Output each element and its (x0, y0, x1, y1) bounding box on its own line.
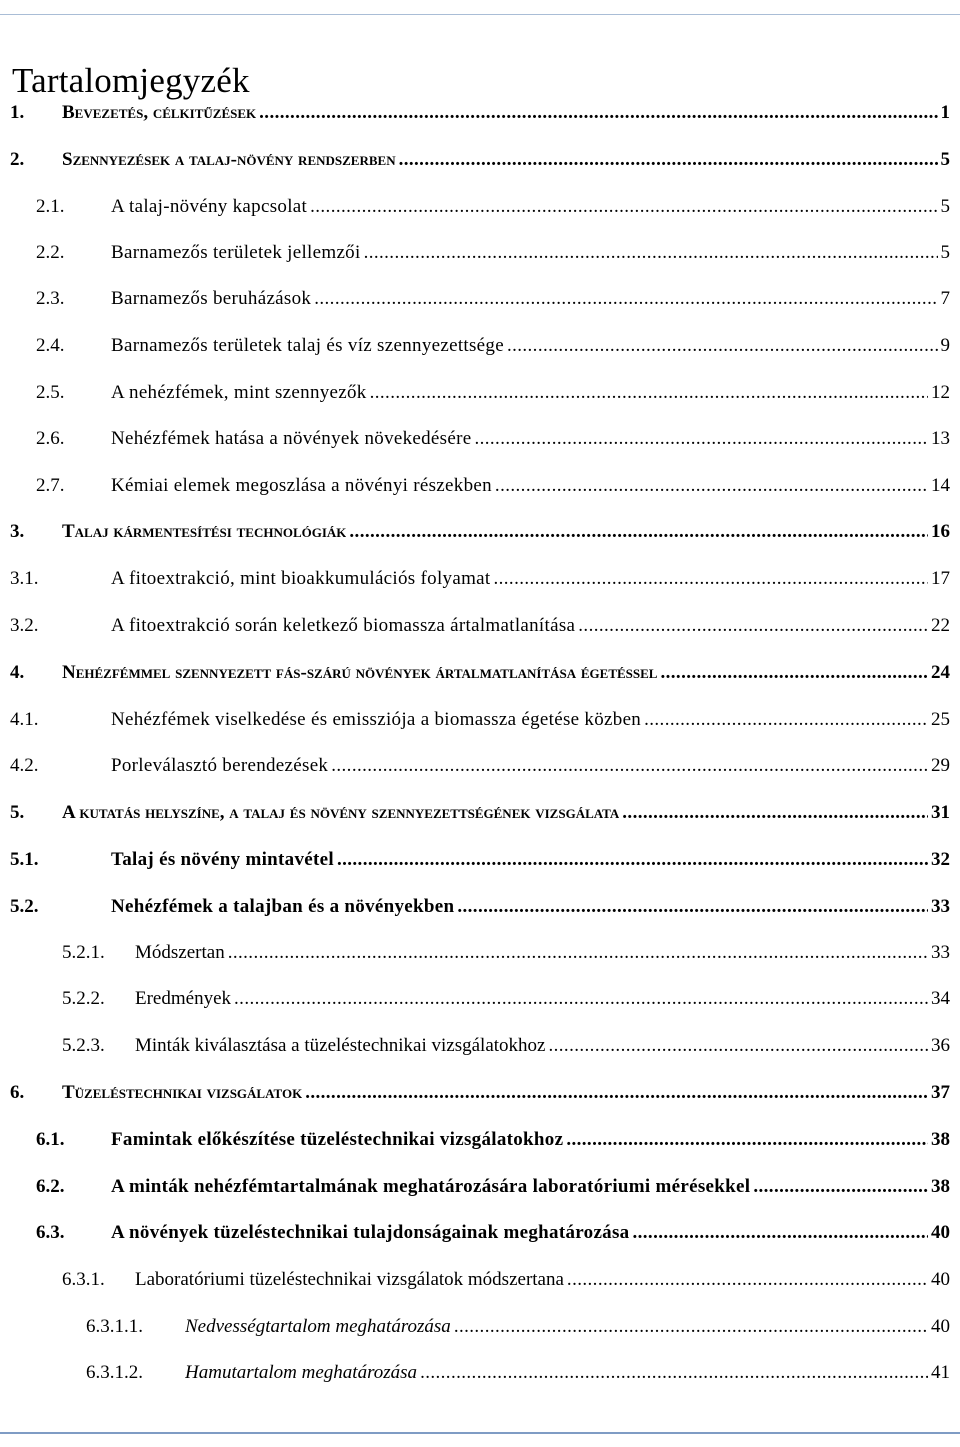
dot-leader (364, 239, 938, 267)
toc-entry[interactable] (10, 706, 950, 734)
dot-leader (457, 893, 928, 921)
toc-page: 38 (931, 1129, 950, 1150)
toc-number: 6.3.1.1. (86, 1316, 143, 1337)
toc-entry[interactable] (10, 846, 950, 874)
toc-number: 5.1. (10, 849, 39, 870)
toc-entry[interactable] (10, 659, 950, 687)
toc-title: A kutatás helyszíne, a talaj és növény szennyezettségének vizsgálata (62, 802, 620, 823)
toc-entry[interactable] (36, 1126, 950, 1154)
toc-page: 24 (931, 662, 950, 683)
dot-leader (305, 1079, 928, 1107)
bottom-rule (0, 1432, 960, 1434)
dot-leader (399, 146, 938, 174)
toc-title: Talaj és növény mintavétel (111, 849, 334, 870)
toc-number: 5.2.1. (62, 942, 105, 963)
toc-title: Nehézfémek a talajban és a növényekben (111, 896, 455, 917)
toc-page: 1 (940, 102, 950, 123)
toc-number: 1. (10, 102, 25, 123)
dot-leader (474, 425, 928, 453)
dot-leader (548, 1032, 928, 1060)
dot-leader (370, 379, 928, 407)
toc-title: Nehézfémek viselkedése és emissziója a biomassza égetése közben (111, 709, 642, 730)
toc-page: 12 (931, 382, 950, 403)
dot-leader (331, 752, 928, 780)
toc-number: 2.2. (36, 242, 65, 263)
toc-number: 3.2. (10, 615, 39, 636)
toc-entry[interactable] (10, 799, 950, 827)
toc-number: 6.2. (36, 1176, 65, 1197)
toc-entry[interactable] (62, 985, 950, 1013)
toc-number: 4.1. (10, 709, 39, 730)
toc-entry[interactable] (62, 1032, 950, 1060)
toc-entry[interactable] (36, 425, 950, 453)
toc-title: Kémiai elemek megoszlása a növényi részekben (111, 475, 492, 496)
toc-title: A minták nehézfémtartalmának meghatározására laboratóriumi mérésekkel (111, 1176, 751, 1197)
toc-number: 6. (10, 1082, 25, 1103)
toc-entry[interactable] (10, 99, 950, 127)
toc-page: 5 (940, 242, 950, 263)
dot-leader (495, 472, 928, 500)
toc-entry[interactable] (36, 1219, 950, 1247)
dot-leader (493, 565, 928, 593)
toc-number: 3.1. (10, 568, 39, 589)
toc-page: 41 (931, 1362, 950, 1383)
toc-page: 33 (931, 896, 950, 917)
toc-number: 2.3. (36, 288, 65, 309)
dot-leader (234, 985, 928, 1013)
toc-page: 9 (940, 335, 950, 356)
toc-number: 2.6. (36, 428, 65, 449)
toc-page: 22 (931, 615, 950, 636)
page-title: Tartalomjegyzék (12, 61, 250, 101)
toc-title: Nedvességtartalom meghatározása (185, 1316, 451, 1337)
toc-number: 4.2. (10, 755, 39, 776)
toc-title: Talaj kármentesítési technológiák (62, 521, 347, 542)
toc-title: Szennyezések a talaj-növény rendszerben (62, 149, 396, 170)
dot-leader (349, 518, 928, 546)
toc-number: 4. (10, 662, 25, 683)
toc-page: 13 (931, 428, 950, 449)
toc-page: 25 (931, 709, 950, 730)
dot-leader (567, 1266, 928, 1294)
toc-page: 40 (931, 1269, 950, 1290)
toc-title: A fitoextrakció során keletkező biomassza ártalmatlanítása (111, 615, 576, 636)
toc-entry[interactable] (10, 565, 950, 593)
toc-number: 5.2.2. (62, 988, 105, 1009)
toc-title: A növények tüzeléstechnikai tulajdonságainak meghatározása (111, 1222, 630, 1243)
dot-leader (632, 1219, 928, 1247)
toc-page: 5 (940, 196, 950, 217)
toc-title: Barnamezős területek talaj és víz szennyezettsége (111, 335, 504, 356)
toc-title: Módszertan (135, 942, 225, 963)
toc-title: A fitoextrakció, mint bioakkumulációs folyamat (111, 568, 491, 589)
toc-entry[interactable] (62, 939, 950, 967)
toc-entry[interactable] (10, 146, 950, 174)
toc-title: Hamutartalom meghatározása (185, 1362, 418, 1383)
toc-number: 5.2. (10, 896, 39, 917)
toc-page: 33 (931, 942, 950, 963)
toc-page: 32 (931, 849, 950, 870)
toc-number: 2.4. (36, 335, 65, 356)
toc-page: 7 (940, 288, 950, 309)
dot-leader (314, 285, 937, 313)
toc-entry[interactable] (62, 1266, 950, 1294)
dot-leader (644, 706, 928, 734)
dot-leader (454, 1313, 928, 1341)
toc-entry[interactable] (86, 1313, 950, 1341)
dot-leader (259, 99, 937, 127)
toc-title: Porleválasztó berendezések (111, 755, 329, 776)
toc-title: Famintak előkészítése tüzeléstechnikai vizsgálatokhoz (111, 1129, 564, 1150)
toc-number: 6.3.1. (62, 1269, 105, 1290)
toc-page: 5 (940, 149, 950, 170)
toc-number: 2.7. (36, 475, 65, 496)
toc-number: 6.3. (36, 1222, 65, 1243)
dot-leader (310, 193, 937, 221)
toc-number: 5.2.3. (62, 1035, 105, 1056)
toc-title: Minták kiválasztása a tüzeléstechnikai vizsgálatokhoz (135, 1035, 546, 1056)
toc-entry[interactable] (36, 379, 950, 407)
toc-page: 34 (931, 988, 950, 1009)
toc-entry[interactable] (36, 332, 950, 360)
toc-title: Barnamezős beruházások (111, 288, 312, 309)
dot-leader (566, 1126, 928, 1154)
toc-title: Laboratóriumi tüzeléstechnikai vizsgálatok módszertana (135, 1269, 564, 1290)
toc-number: 6.3.1.2. (86, 1362, 143, 1383)
toc-number: 2.1. (36, 196, 65, 217)
toc-number: 2. (10, 149, 25, 170)
toc-page: 40 (931, 1222, 950, 1243)
toc-number: 3. (10, 521, 25, 542)
toc-entry[interactable] (10, 518, 950, 546)
toc-entry[interactable] (10, 893, 950, 921)
toc-number: 5. (10, 802, 25, 823)
toc-page: 38 (931, 1176, 950, 1197)
dot-leader (337, 846, 928, 874)
toc-entry[interactable] (86, 1359, 950, 1387)
toc-entry[interactable] (36, 285, 950, 313)
toc-entry[interactable] (10, 612, 950, 640)
toc-title: A talaj-növény kapcsolat (111, 196, 308, 217)
toc-page: 36 (931, 1035, 950, 1056)
toc-title: Tüzeléstechnikai vizsgálatok (62, 1082, 303, 1103)
toc-entry[interactable] (36, 1173, 950, 1201)
toc-title: Nehézfémmel szennyezett fás-szárú növények ártalmatlanítása égetéssel (62, 662, 658, 683)
toc-title: Barnamezős területek jellemzői (111, 242, 361, 263)
toc-page: 31 (931, 802, 950, 823)
dot-leader (753, 1173, 928, 1201)
toc-number: 6.1. (36, 1129, 65, 1150)
toc-title: Eredmények (135, 988, 232, 1009)
toc-page: 14 (931, 475, 950, 496)
toc-page: 29 (931, 755, 950, 776)
dot-leader (622, 799, 928, 827)
toc-number: 2.5. (36, 382, 65, 403)
toc-entry[interactable] (10, 752, 950, 780)
toc-title: Nehézfémek hatása a növények növekedésére (111, 428, 472, 449)
dot-leader (507, 332, 938, 360)
toc-title: A nehézfémek, mint szennyezők (111, 382, 367, 403)
dot-leader (660, 659, 928, 687)
dot-leader (578, 612, 928, 640)
toc-entry[interactable] (36, 239, 950, 267)
dot-leader (228, 939, 928, 967)
toc-entry[interactable] (36, 472, 950, 500)
toc-page: 40 (931, 1316, 950, 1337)
toc-page: 37 (931, 1082, 950, 1103)
toc-entry[interactable] (36, 193, 950, 221)
toc-title: Bevezetés, célkitűzések (62, 102, 257, 123)
dot-leader (420, 1359, 928, 1387)
toc-page: 17 (931, 568, 950, 589)
toc-page: 16 (931, 521, 950, 542)
toc-entry[interactable] (10, 1079, 950, 1107)
